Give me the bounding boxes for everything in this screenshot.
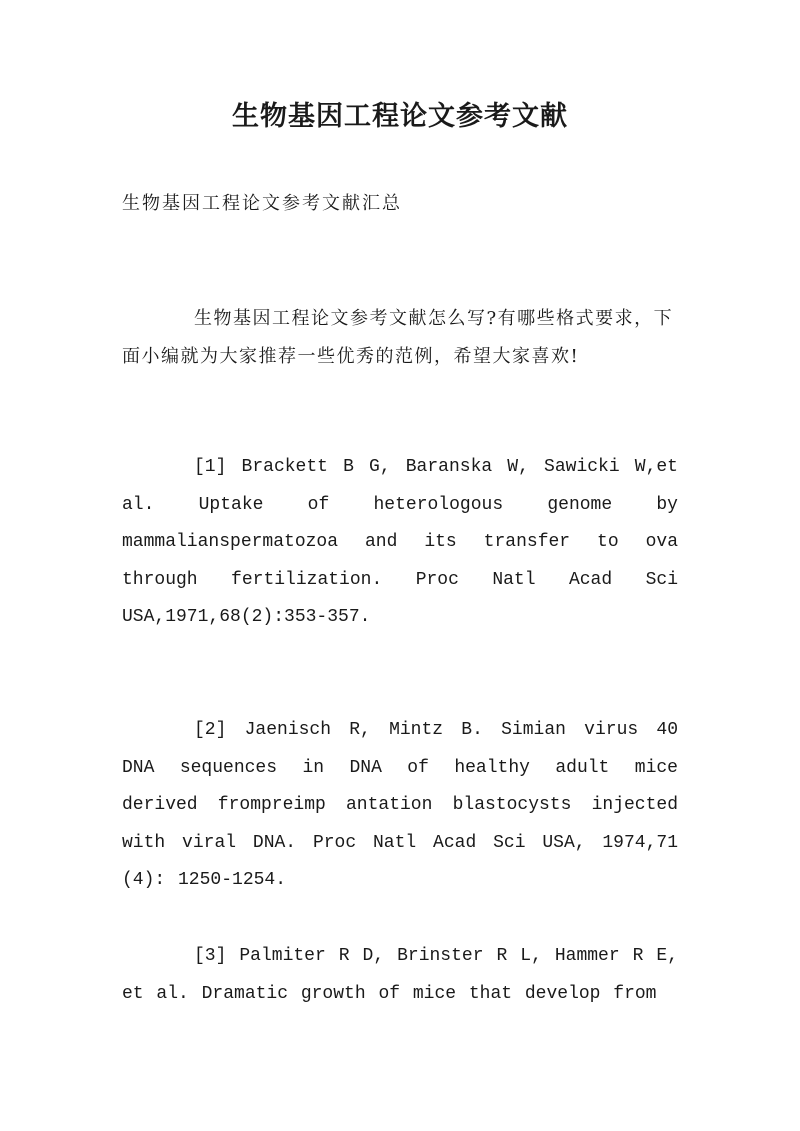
intro-paragraph: 生物基因工程论文参考文献怎么写?有哪些格式要求，下面小编就为大家推荐一些优秀的范例，希望大家喜欢! [122, 308, 674, 367]
reference-item-3: [3] Palmiter R D, Brinster R L, Hammer R E, et al. Dramatic growth of mice that develop from [122, 946, 678, 1004]
document-title: 生物基因工程论文参考文献 [232, 101, 568, 132]
document-subtitle: 生物基因工程论文参考文献汇总 [122, 193, 402, 214]
reference-item-1: [1] Brackett B G, Baranska W, Sawicki W,et al. Uptake of heterologous genome by mammalianspermatozoa and its transfer to ova through fertilization. Proc Natl Acad Sci USA,1971,68(2):353-357. [122, 457, 678, 627]
reference-item-2: [2] Jaenisch R, Mintz B. Simian virus 40 DNA sequences in DNA of healthy adult mice derived frompreimp antation blastocysts injected with viral DNA. Proc Natl Acad Sci USA, 1974,71 (4): 1250-1254. [122, 720, 678, 890]
